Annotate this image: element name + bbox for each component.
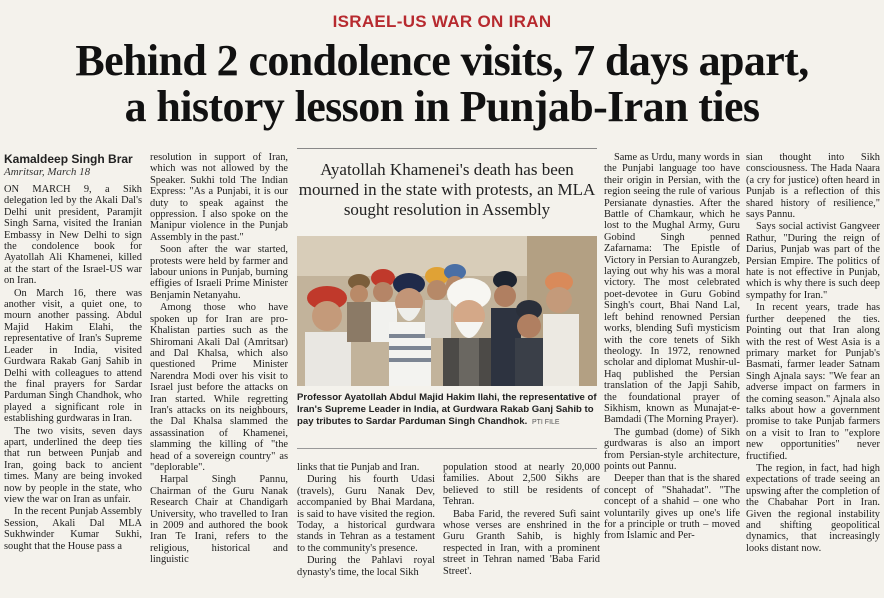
paragraph: Baba Farid, the revered Sufi saint whose verses are enshrined in the Guru Granth Sahib, is highly respected in Iran, with a prominent street in Tehran named 'Baba Farid Street'. bbox=[443, 508, 600, 577]
headline bbox=[0, 38, 884, 130]
photo-caption bbox=[297, 392, 597, 429]
paragraph: Soon after the war started, protests were held by farmer and labour unions in Punjab, burning effigies of Israeli Prime Minister Benjamin Netanyahu. bbox=[150, 244, 288, 301]
paragraph: resolution in support of Iran, which was not allowed by the Speaker. Sukhi told The Indian Express: "As a Punjabi, it is our duty to speak against the oppression. I also spoke on the Manipur violence in the Punjab Assembly in the past." bbox=[150, 152, 288, 243]
pull-quote: Ayatollah Khamenei's death has been mourned in the state with protests, an MLA sought resolution in Assembly bbox=[298, 160, 596, 219]
paragraph: Same as Urdu, many words in the Punjabi language too have their origin in Persian, with the region seeing the rule of various Persianate dynasties. After the Battle of Chamkaur, which he lost to the Mughal Army, Guru Gobind Singh penned Zafarnama: The Epistle of Victory in Persian to Aurangzeb, laying out why his was a moral victory. The most celebrated poet-devotee in Guru Gobind Singh's court, Bhai Nand Lal, left behind renowned Persian works, blending Sufi mysticism with the core tenets of Sikh theology. In 1972, renowned scholar and diplomat Mushir-ul-Haq published the Persian translation of the Japji Sahib, the foundational prayer of Sikhism, known as Munajat-e-Bamdadi (The Morning Prayer). bbox=[604, 152, 740, 426]
article-column-6 bbox=[746, 152, 880, 596]
caption-text: Professor Ayatollah Abdul Majid Hakim Ilahi, the representative of Iran's Supreme Leader in India, at Gurdwara Rakab Ganj Sahib to pay tributes to Sardar Parduman Singh Chandhok. bbox=[297, 392, 597, 427]
paragraph: During his fourth Udasi (travels), Guru Nanak Dev, accompanied by Bhai Mardana, is said to have visited the region. Today, a historical gurdwara stands in Tehran as a testament to the community's presence. bbox=[297, 474, 435, 554]
divider-rule bbox=[297, 148, 597, 149]
paragraph: The gumbad (dome) of Sikh gurdwaras is also an import from Persian-style architecture, points out Pannu. bbox=[604, 426, 740, 472]
paragraph: population stood at nearly 20,000 families. About 2,500 Sikhs are believed to still be residents of Tehran. bbox=[443, 462, 600, 508]
paragraph: During the Pahlavi royal dynasty's time, the local Sikh bbox=[297, 555, 435, 578]
paragraph: The two visits, seven days apart, underlined the deep ties that run between Punjab and Iran, going back to ancient times. Many are being invoked now by people in the state, who view the war on Iran as unfair. bbox=[4, 425, 142, 505]
photo-illustration bbox=[297, 236, 597, 386]
byline: Kamaldeep Singh Brar bbox=[4, 152, 133, 166]
paragraph: Deeper than that is the shared concept of "Shahadat". "The concept of a shahid – one who voluntarily gives up one's life for a principle or truth – moved from Islamic and Per- bbox=[604, 473, 740, 542]
article-column-3 bbox=[297, 462, 435, 596]
paragraph: links that tie Punjab and Iran. bbox=[297, 462, 420, 473]
paragraph: On March 16, there was another visit, a quiet one, to mourn another passing. Abdul Majid Hakim Elahi, the representative of Iran's Supreme Leader in India, visited Gurdwara Rakab Ganj Sahib in Delhi with colleagues to attend the final prayers for Sardar Parduman Singh Chandhok, who played a significant role in establishing gurdwaras in Iran. bbox=[4, 287, 142, 425]
article-column-1 bbox=[4, 184, 142, 596]
paragraph: sian thought into Sikh consciousness. The Hadа Naara (a cry for justice) often heard in Punjab is a reflection of this shared history of resilience," says Pannu. bbox=[746, 152, 880, 221]
paragraph: In recent years, trade has further deepened the ties. Pointing out that Iran along with the rest of West Asia is a primary market for Punjab's Basmati, farmer leader Satnam Singh Ajnala says: "We fear an adverse impact on farmers in the coming season." Ajnala also talks about how a government promise to take Punjab farmers on a visit to Iran to "explore new opportunities" never fructified. bbox=[746, 302, 880, 462]
dateline: Amritsar, March 18 bbox=[4, 166, 91, 178]
paragraph: The region, in fact, had high expectations of trade seeing an upswing after the completion of the Chabahar Port in Iran. Given the regional instability and shifting geopolitical dynamics, that increasingly looks distant now. bbox=[746, 462, 880, 554]
section-kicker: ISRAEL-US WAR ON IRAN bbox=[332, 12, 552, 31]
article-column-5 bbox=[604, 152, 740, 596]
paragraph: Among those who have spoken up for Iran are pro-Khalistan parties such as the Shiromani Akali Dal (Amritsar) and Dal Khalsa, which also questioned Prime Minister Narendra Modi over his visit to Israel just before the attacks on Iran started. While regretting Iran's attacks on its neighbours, the Dal Khalsa slammed the assassination of Khamenei, slamming the killing of "the head of a sovereign country" as "deplorable". bbox=[150, 302, 288, 473]
paragraph: Harpal Singh Pannu, Chairman of the Guru Nanak Research Chair at Chandigarh University, who travelled to Iran in 2009 and authored the book Iran Te Irani, refers to the religious, historical and linguistic bbox=[150, 474, 288, 566]
headline-line-2: a history lesson in Punjab-Iran ties bbox=[124, 82, 760, 131]
divider-rule bbox=[297, 448, 597, 449]
paragraph: ON MARCH 9, a Sikh delegation led by the Akali Dal's Delhi unit president, Paramjit Singh Sarna, visited the Iranian Embassy in New Delhi to sign the condolence book for Ayatollah Ali Khamenei, killed at the start of the Israel-US war on Iran. bbox=[4, 184, 142, 287]
photo-credit: PTI FILE bbox=[531, 419, 560, 426]
headline-line-1: Behind 2 condolence visits, 7 days apart, bbox=[75, 36, 809, 85]
paragraph: In the recent Punjab Assembly Session, Akali Dal MLA Sukhwinder Kumar Sukhi, sought that the House pass a bbox=[4, 506, 142, 552]
article-column-4 bbox=[443, 462, 600, 596]
paragraph: Says social activist Gangveer Rathur, "During the reign of Darius, Punjab was part of the Persian Empire. The politics of hate is not effective in Punjab, which is why there is such deep sympathy for Iran." bbox=[746, 221, 880, 301]
news-photo bbox=[297, 236, 597, 386]
article-column-2 bbox=[150, 152, 288, 566]
